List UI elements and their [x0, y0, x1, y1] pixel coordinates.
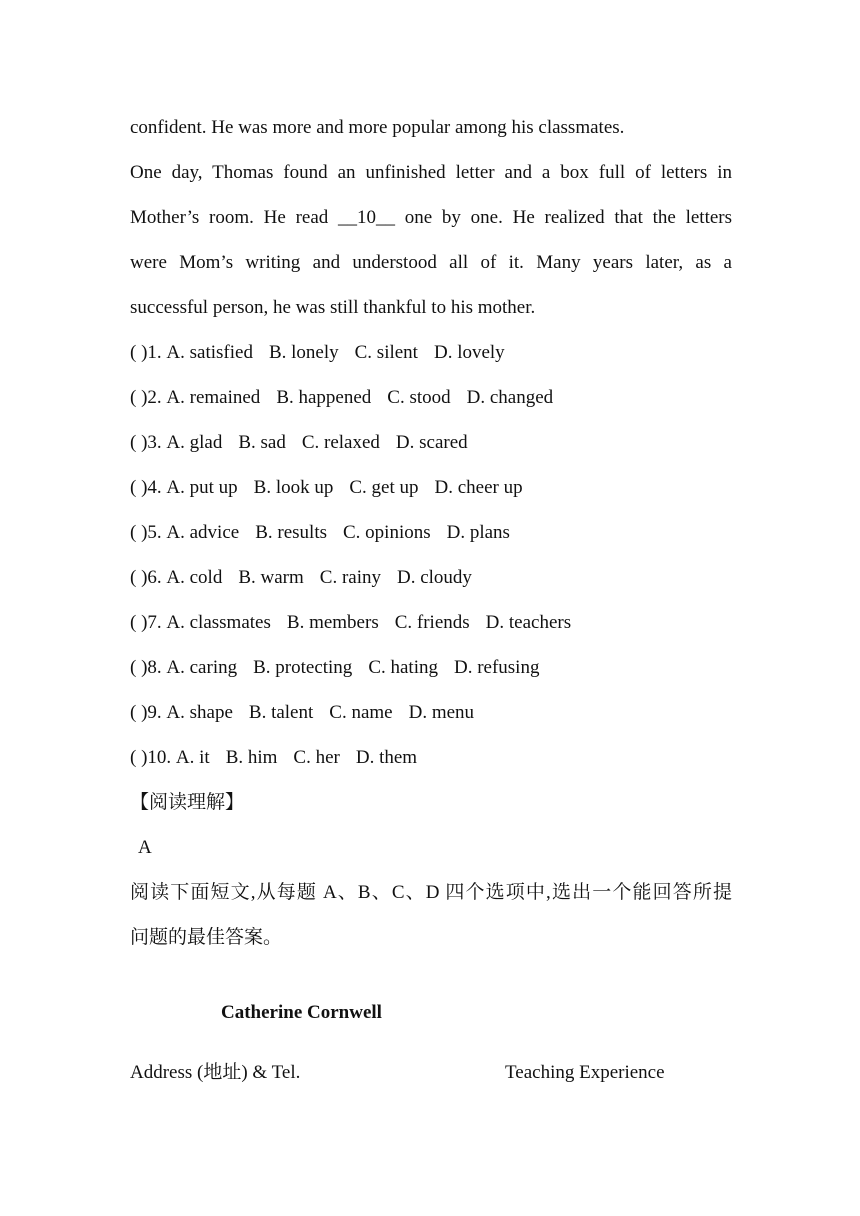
instruction-line-2: 问题的最佳答案。 — [130, 927, 283, 948]
question-3 — [130, 431, 468, 455]
option-b: B. results — [255, 522, 327, 543]
option-c: C. relaxed — [301, 432, 380, 453]
option-c: C. stood — [387, 387, 451, 408]
question-number: ( )6. — [130, 567, 162, 588]
option-b: B. protecting — [253, 657, 353, 678]
option-c: C. her — [293, 747, 340, 768]
option-c: C. friends — [394, 612, 470, 633]
teaching-experience-heading: Teaching Experience — [505, 1062, 665, 1083]
question-number: ( )5. — [130, 522, 162, 543]
part-label: A — [138, 837, 152, 858]
section-title: 【阅读理解】 — [130, 792, 245, 813]
passage-line-5: successful person, he was still thankful to his mother. — [130, 297, 536, 318]
question-5 — [130, 521, 510, 545]
option-d: D. plans — [446, 522, 510, 543]
option-c: C. get up — [349, 477, 419, 498]
option-b: B. warm — [238, 567, 304, 588]
option-d: D. refusing — [453, 657, 540, 678]
option-b: B. sad — [238, 432, 286, 453]
option-a: A. glad — [166, 432, 223, 453]
question-number: ( )4. — [130, 477, 162, 498]
option-a: A. remained — [166, 387, 261, 408]
instruction-line-1: 阅读下面短文,从每题 A、B、C、D 四个选项中,选出一个能回答所提 — [130, 882, 732, 903]
question-number: ( )10. — [130, 747, 172, 768]
option-a: A. advice — [166, 522, 240, 543]
option-a: A. caring — [166, 657, 238, 678]
option-a: A. cold — [166, 567, 223, 588]
option-b: B. lonely — [268, 342, 339, 363]
passage-line-3: Mother’s room. He read __10__ one by one. He realized that the letters — [130, 207, 732, 228]
question-number: ( )8. — [130, 657, 162, 678]
option-b: B. members — [286, 612, 379, 633]
passage-line-1: confident. He was more and more popular among his classmates. — [130, 117, 625, 138]
passage-line-4: were Mom’s writing and understood all of it. Many years later, as a — [130, 252, 732, 273]
option-a: A. it — [175, 747, 210, 768]
passage-line-2: One day, Thomas found an unfinished letter and a box full of letters in — [130, 162, 732, 183]
option-d: D. lovely — [433, 342, 505, 363]
option-d: D. menu — [408, 702, 475, 723]
option-b: B. talent — [248, 702, 314, 723]
option-a: A. classmates — [166, 612, 271, 633]
address-heading: Address (地址) & Tel. — [130, 1062, 301, 1083]
option-b: B. happened — [276, 387, 372, 408]
question-number: ( )7. — [130, 612, 162, 633]
question-7 — [130, 611, 571, 635]
question-6 — [130, 566, 472, 590]
option-b: B. look up — [253, 477, 334, 498]
option-c: C. rainy — [319, 567, 381, 588]
option-d: D. changed — [466, 387, 554, 408]
option-a: A. put up — [166, 477, 238, 498]
question-10 — [130, 746, 417, 770]
option-d: D. scared — [395, 432, 468, 453]
option-b: B. him — [225, 747, 278, 768]
question-4 — [130, 476, 523, 500]
question-8 — [130, 656, 539, 680]
option-a: A. satisfied — [166, 342, 253, 363]
question-2 — [130, 386, 553, 410]
question-number: ( )2. — [130, 387, 162, 408]
option-c: C. hating — [368, 657, 438, 678]
option-c: C. opinions — [343, 522, 431, 543]
option-d: D. cloudy — [397, 567, 472, 588]
option-d: D. cheer up — [434, 477, 523, 498]
question-9 — [130, 701, 474, 725]
resume-name: Catherine Cornwell — [221, 1002, 382, 1023]
option-d: D. teachers — [485, 612, 572, 633]
option-c: C. silent — [354, 342, 418, 363]
question-1 — [130, 341, 505, 365]
question-number: ( )9. — [130, 702, 162, 723]
option-d: D. them — [355, 747, 418, 768]
question-number: ( )1. — [130, 342, 162, 363]
question-number: ( )3. — [130, 432, 162, 453]
option-a: A. shape — [166, 702, 233, 723]
option-c: C. name — [329, 702, 393, 723]
